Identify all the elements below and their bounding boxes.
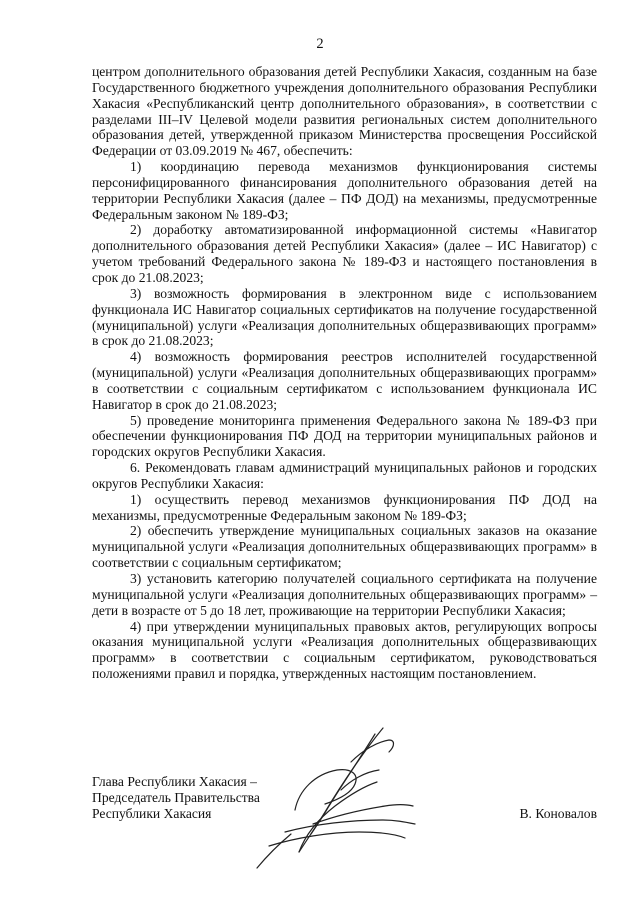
clause-6: 6. Рекомендовать главам администраций муниципальных районов и городских округов Республики Хакасия: [92, 460, 597, 491]
signature-block [92, 774, 597, 822]
page-number: 2 [316, 36, 324, 52]
list-item-6-4: 4) при утверждении муниципальных правовых актов, регулирующих вопросы оказания муниципальной услуги «Реализация дополнительных общеразвивающих программ» в соответствии с социальным сертификатом, руководствоваться положениями правил и порядка, утвержденных настоящим постановлением. [92, 618, 597, 682]
list-item-5-5: 5) проведение мониторинга применения Федерального закона № 189-ФЗ при обеспечении функционирования ПФ ДОД на территории муниципальных районов и городских округов Республики Хакасия. [92, 412, 597, 460]
signer-title-line: Глава Республики Хакасия – [92, 774, 257, 789]
list-item-6-2: 2) обеспечить утверждение муниципальных социальных заказов на оказание муниципальной услуги «Реализация дополнительных общеразвивающих программ» в соответствии с социальным сертификатом; [92, 523, 597, 571]
list-item-5-2: 2) доработку автоматизированной информационной системы «Навигатор дополнительного образования детей Республики Хакасия» (далее – ИС Навигатор) с учетом требований Федерального закона № 189-ФЗ и настоящего постановления в срок до 21.08.2023; [92, 222, 597, 285]
document-body [92, 64, 597, 682]
paragraph-intro: центром дополнительного образования детей Республики Хакасия, созданным на базе Государственного бюджетного учреждения дополнительного образования Республики Хакасия «Республиканский центр дополнительного образования», в соответствии с разделами III–IV Целевой модели развития региональных систем дополнительного образования детей, утвержденной приказом Министерства просвещения Российской Федерации от 03.09.2019 № 467, обеспечить: [92, 64, 597, 159]
list-item-6-3: 3) установить категорию получателей социального сертификата на получение муниципальной услуги «Реализация дополнительных общеразвивающих программ» – дети в возрасте от 5 до 18 лет, проживающие на территории Республики Хакасия; [92, 571, 597, 618]
list-item-5-1: 1) координацию перевода механизмов функционирования системы персонифицированного финансирования дополнительного образования детей на территории Республики Хакасия (далее – ПФ ДОД) на механизмы, предусмотренные Федеральным законом № 189-ФЗ; [92, 159, 597, 222]
list-item-6-1: 1) осуществить перевод механизмов функционирования ПФ ДОД на механизмы, предусмотренные Федеральным законом № 189-ФЗ; [92, 491, 597, 523]
signer-name: В. Коновалов [519, 805, 597, 821]
signer-title-line: Республики Хакасия [92, 805, 212, 821]
list-item-5-3: 3) возможность формирования в электронном виде с использованием функционала ИС Навигатор социальных сертификатов на получение государственной (муниципальной) услуги «Реализация дополнительных общеразвивающих программ» в срок до 21.08.2023; [92, 285, 597, 349]
list-item-5-4: 4) возможность формирования реестров исполнителей государственной (муниципальной) услуги «Реализация дополнительных общеразвивающих программ» в соответствии с социальным сертификатом с использованием функционала ИС Навигатор в срок до 21.08.2023; [92, 349, 597, 412]
signer-title-line: Председатель Правительства [92, 789, 260, 805]
